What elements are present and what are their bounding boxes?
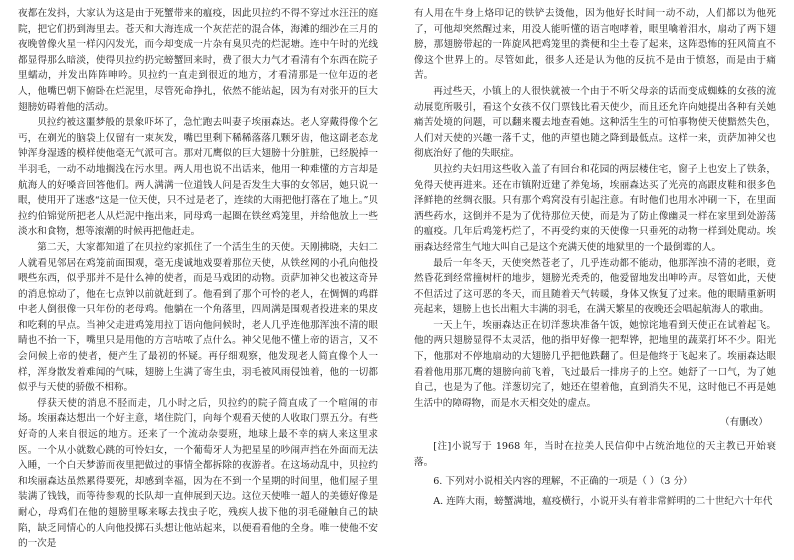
source-note: （有删改）	[720, 417, 768, 429]
left-column	[18, 6, 378, 552]
story-paragraph-3: 第二天，大家都知道了在贝拉约家抓住了一个活生生的天使。天刚拂晓，夫妇二人就看见邻居在鸡笼前面围观，毫无虔诚地戏耍着那位天使，从铁丝网的小孔向他投喂些东西，似乎那并不是什么神的使者，而是马戏团的动物。贡萨加神父也被这奇异的消息惊动了，他在七点钟以前就赶到了。他看到了那个可怜的老人，在惆惆的鸡群中老人倒很像一只年份的老母鸡。他躺在一个角落里，四周满是围观者投进来的果皮和吃剩的早点。当神父走进鸡笼用拉丁语向他问候时，老人几乎连他那浑浊不清的眼睛也不抬一下，嘴里只是用他的方言咕哝了点什么。神父见他不懂上帝的语言，又不会问候上帝的使者，便产生了最初的怀疑。再仔细观察，他发现老人简直像个人一样，浑身散发着难闻的气味，翅膀上生满了寄生虫，羽毛被风雨侵蚀着，他的一切都似乎与天使的骄傲不相称。	[18, 241, 378, 394]
story-paragraph-7: 贝拉约夫妇用这些收入盖了有回台和花园的两层楼住宅，窗子上也安上了铁条，免得天使再进来。还在市镇附近建了养兔场，埃丽森达买了光亮的高跟皮鞋和很多色泽鲜艳的丝绸衣服。只有那个鸡窝没有引起注意。有时他们也用水冲刷一下，在里面洒些药水，这倒并不是为了优待那位天使，而是为了防止像幽灵一样在家里到处游荡的瘟疫。几年后鸡笼朽烂了，不再受约束的天使像一只垂死的动物一样到处爬动。埃丽森达经常生气地大叫自己是这个充满天使的地狱里的一个最倒霉的人。	[414, 163, 776, 253]
option-a: A. 连阵大雨，螃蟹满地，瘟疫横行，小说开头有着非常鲜明的二十世纪六十年代	[433, 495, 773, 507]
story-paragraph-8: 最后一年冬天，天使突然苍老了，几乎连动都不能动，他那浑浊不清的老眼，竟然昏花到经常撞树杆的地步，翅膀光秃秃的，他爱留地发出呻吟声。尽管如此，天使不但活过了这可恶的冬天，而且随着天气转暖，身体又恢复了过来。他的眼睛重新明亮起来，翅膀上也长出粗大丰满的羽毛，在满天繁星的夜晚还会唱起航海人的歌曲。	[414, 257, 776, 316]
story-paragraph-2: 贝拉约被这噩梦般的景象吓坏了，急忙跑去叫妻子埃丽森达。老人穿戴得像个乞丐，在剃光的脑袋上仅留有一束灰发，嘴巴里剩下稀稀落落几颗牙齿，他这副老态龙钟浑身湿透的模样使他毫无气派可言。那对兀鹰似的巨大翅膀十分脏脏，已经脱掉一半羽毛，一动不动地搁浅在污水里。两人用也说不出话来，他用一种难懂的方言却是航海人的好嗓音回答他们。两人满满一位道钱人问是否发生大事的女邻居，她只说一眼，使用开了迷惑“这是一位天使，只不过是老了，连续的大雨把他打落在了地上。”贝拉约伯锦觉所把老人从烂泥中拖出来，同母鸡一起圈在铁丝鸡笼里，并给他放上一些淡水和食物，想等滚潮的时候再把他赶走。	[18, 117, 378, 238]
story-paragraph-9: 一天上午，埃丽森达正在切洋葱块准备午饭，她惊诧地看到天使正在试着起飞。他的两只翅膀显得不太灵活，他的指甲好像一把犁铧，把地里的蔬菜打坏不少。阳光下，他那对不停地扇动的大翅膀几乎把他跌翻了。但是他终于飞起来了。埃丽森达眼看着他用那兀鹰的翅膀向前飞着，飞过最后一排房子的上空。她舒了一口气，为了她自己，也是为了他。洋葱切完了，她还在望着他，直到消失不见，这时他已不再是她生活中的障碍物，而是水天相交处的虚点。	[414, 319, 776, 409]
footnote: [注]小说写于 1968 年，当时在拉美人民信仰中占统治地位的天主教已开始衰落。	[414, 441, 776, 468]
story-paragraph-1: 夜都在发抖，大家认为这是由于死蟹带来的瘟疫，因此贝拉约不得不穿过水汪汪的庭院，把它们扔到海里去。苍天和大海连成一个灰茫茫的混合体，海滩的细沙在三月的夜晚曾像火星一样闪闪发光，而今却变成一片杂有臭贝壳的烂泥塘。连中午时的光线都显得那么暗淡，使得贝拉约扔完螃蟹回来时，费了很大力气才看清有个东西在院子里蠕动，并发出阵阵呻吟。贝拉约一直走到很近的地方，才看清那是一位年迈的老人，他嘴巴朝下俯卧在烂泥里，尽管死命挣扎，依然不能站起，因为有对张开的巨大翅膀妨碍着他的活动。	[18, 8, 378, 113]
right-column	[414, 6, 776, 509]
question-6: 6. 下列对小说相关内容的理解，不正确的一项是（ ）（3 分）	[433, 476, 693, 488]
story-paragraph-6: 再过些天，小镇上的人很快就被一个由于不听父母亲的话而变成蜘蛛的女孩的流动展览所吸引，看这个女孩不仅门票钱比看天使少，而且还允许向她提出各种有关她痛苦处境的问题，可以翻来覆去地查看她。这种活生生的可怕事物使天使黯然失色，人们对天使的兴趣一落千丈，他的声望也随之降到最低点。这样一来，贡萨加神父也彻底治好了他的失眠症。	[414, 85, 776, 160]
story-paragraph-4: 俘获天使的消息不胫而走，几小时之后，贝拉约的院子简直成了一个喧闹的市场。埃丽森达想出一个好主意，堵住院门，向每个观看天使的人收取门票五分。有些好奇的人来自很远的地方。还来了一个流动杂耍班，地球上最不幸的病人来这里求医。一个从小就数心跳的可怜妇女，一个葡萄牙人为把星星的吵闹声挡在外面而无法入睡，一个白天梦游而夜里把做过的事情全都拆除的夜游者。在这场动乱中，贝拉约和埃丽森达虽然累得要死，却感到幸福，因为在不到一个星期的时间里，他们屋子里装满了钱钱，而等待参观的长队却一直伸展到天边。这位天使唯一超人的美德好像是耐心，母鸡们在他的翅膀里啄来啄去找虫子吃，残疾人拔下他的羽毛碰触自己的缺陷，缺乏同情心的人向他投掷石头想让他站起来，以便看看他的全身。唯一使他不安的一次是	[18, 397, 378, 550]
story-paragraph-5: 有人用在牛身上烙印记的铁铲去烫他，因为他好长时间一动不动，人们都以为他死了，可他却突然醒过来，用没人能听懂的语言咆哮着，眼里噙着泪水，扇动了两下翅膀，那翅膀带起的一阵旋风把鸡笼里的粪便和尘土卷了起来，这阵恐怖的狂风简直不像这个世界上的。尽管如此，很多人还是认为他的反抗不是由于愤怒，而是由于痛苦。	[414, 8, 776, 82]
